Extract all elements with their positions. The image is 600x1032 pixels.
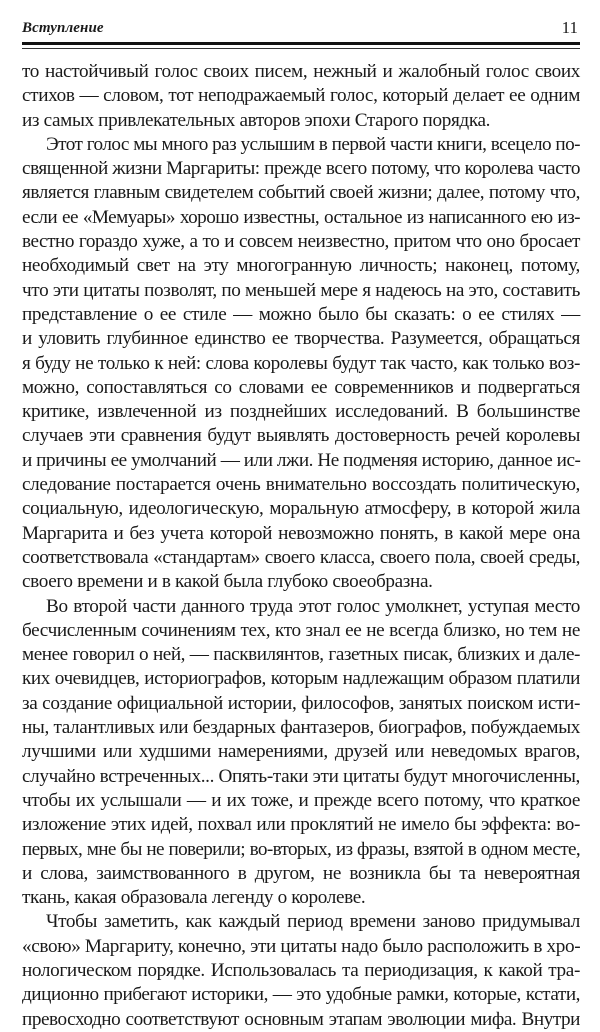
text-line: ткань, какая образовала легенду о королеве. (22, 887, 366, 909)
text-line: «свою» Маргариту, конечно, эти цитаты надо было расположить в хро- (22, 935, 581, 957)
text-line: я буду не только к ней: слова королевы будут так часто, как только воз- (22, 352, 580, 374)
paragraph (22, 60, 580, 133)
text-line: своего времени и в какой была глубоко своеобразна. (22, 571, 433, 593)
text-line: и слова, заимствованного в другом, не возникла бы та невероятная (22, 862, 580, 884)
text-line: священной жизни Маргариты: прежде всего потому, что королева часто (22, 158, 580, 180)
text-line: представление о ее стиле — можно было бы сказать: о ее стилях — (22, 303, 580, 325)
text-line: бесчисленным сочинениям тех, кто знал ее не всегда близко, но тем не (22, 619, 580, 641)
text-line: Во второй части данного труда этот голос умолкнет, уступая место (46, 595, 580, 617)
text-line: то настойчивый голос своих писем, нежный и жалобный голос своих (22, 61, 580, 82)
text-line: из самых привлекательных авторов эпохи Старого порядка. (22, 109, 491, 131)
running-title: Вступление (22, 20, 104, 36)
text-line: если ее «Мемуары» хорошо известны, остальное из написанного ею из- (22, 206, 580, 228)
text-line: изложение этих идей, похвал или проклятий не имело бы эффекта: во- (22, 814, 580, 836)
text-line: стихов — словом, тот неподражаемый голос, который делает ее одним (22, 85, 580, 107)
text-line: чтобы их услышали — и их тоже, и прежде всего потому, что краткое (22, 789, 580, 811)
body-text (22, 60, 580, 1032)
text-line: и причины ее умолчаний — или лжи. Не подменяя историю, данное ис- (22, 449, 581, 471)
text-line: необходимый свет на эту многогранную личность; наконец, потому, (22, 255, 580, 277)
text-line: Чтобы заметить, как каждый период времени заново придумывал (46, 911, 580, 933)
text-line: вестно гораздо хуже, а то и совсем неизвестно, притом что оно бросает (22, 231, 580, 253)
text-line: Этот голос мы много раз услышим в первой части книги, всецело по- (46, 133, 580, 155)
text-line: можно, сопоставляться со словами ее современников и подвергаться (22, 376, 580, 398)
text-line: случайно встреченных... Опять-таки эти цитаты будут многочисленны, (22, 765, 580, 787)
text-line: и уловить глубинное единство ее творчества. Разумеется, обращаться (22, 328, 580, 350)
text-line: является главным свидетелем событий своей жизни; далее, потому что, (22, 182, 580, 204)
text-line: лучшими или худшими намерениями, друзей или неведомых врагов, (22, 741, 580, 763)
text-line: за создание официальной истории, философов, занятых поиском исти- (22, 692, 580, 714)
text-line: социальную, идеологическую, моральную атмосферу, в которой жила (22, 498, 580, 520)
text-line: первых, мне бы не поверили; во-вторых, из фразы, взятой в одном месте, (22, 838, 580, 860)
text-line: соответствовала «стандартам» своего класса, своего пола, своей среды, (22, 546, 580, 568)
paragraph (22, 910, 580, 1031)
text-line: менее говорил о ней, — пасквилянтов, газетных писак, близких и дале- (22, 644, 580, 666)
page-number: 11 (561, 18, 578, 37)
header-rule-thin (22, 48, 580, 49)
text-line: следование постарается очень внимательно воссоздать политическую, (22, 474, 580, 496)
text-line: критике, извлеченной из позднейших исследований. В большинстве (22, 401, 580, 423)
text-line: что эти цитаты позволят, по меньшей мере я надеюсь на это, составить (22, 279, 580, 301)
text-line: ны, талантливых или бездарных фантазеров, биографов, побуждаемых (22, 717, 580, 739)
text-line: диционно прибегают историки, — это удобные рамки, которые, кстати, (22, 984, 580, 1006)
text-line: ких очевидцев, историографов, которым надлежащим образом платили (22, 668, 580, 690)
text-line: нологическом порядке. Использовалась та периодизация, к какой тра- (22, 959, 580, 981)
running-header (22, 18, 580, 38)
paragraph (22, 595, 580, 911)
text-line: случаев эти сравнения будут выявлять достоверность речей королевы (22, 425, 580, 447)
text-line: Маргарита и без учета которой невозможно понять, в какой мере она (22, 522, 580, 544)
header-rule-thick (22, 42, 580, 45)
paragraph (22, 133, 580, 595)
text-line: превосходно соответствуют основным этапам эволюции мифа. Внутри (22, 1008, 580, 1030)
